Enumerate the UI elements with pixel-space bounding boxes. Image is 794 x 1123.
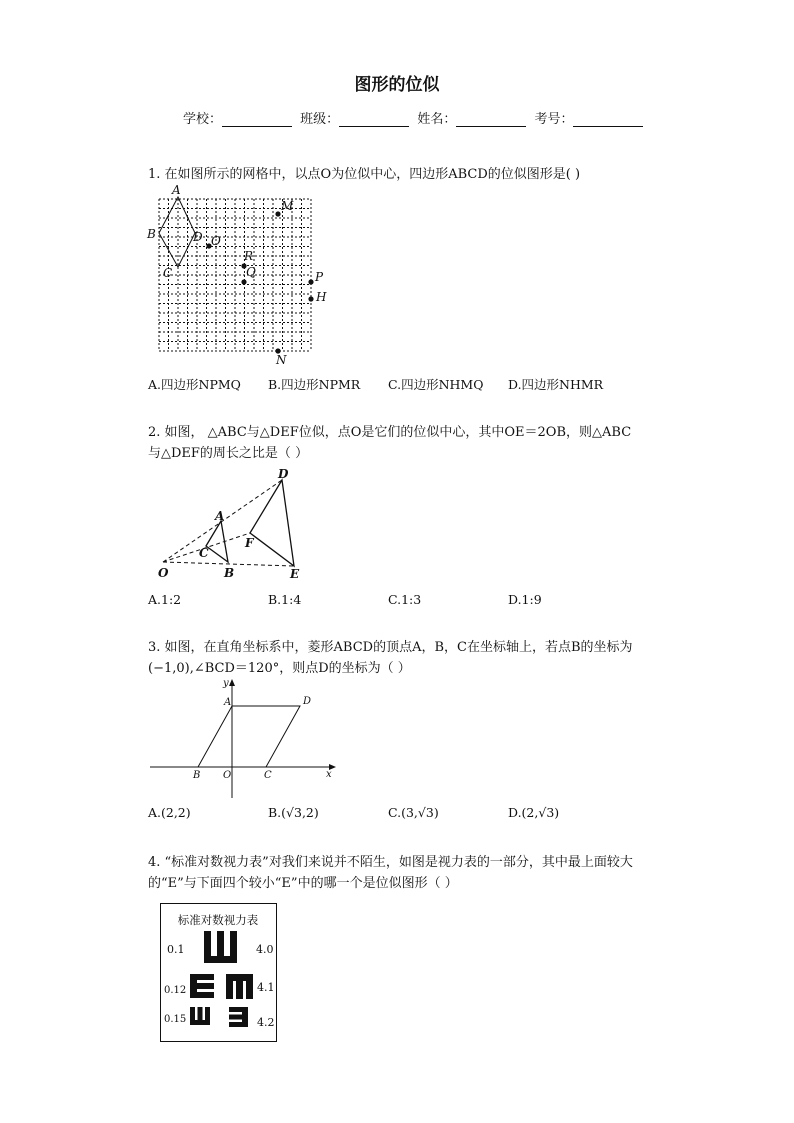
q1-label-d: D — [193, 230, 203, 244]
q4-e-up-row3 — [190, 1007, 210, 1025]
q4-e-down-row2 — [226, 974, 253, 999]
q3-option-d[interactable]: D.(2,√3) — [508, 805, 560, 820]
q1-grid-lines — [159, 199, 311, 351]
q3-coordinate-figure — [145, 673, 345, 803]
q4-stem-line1: 4. “标准对数视力表”对我们来说并不陌生，如图是视力表的一部分，其中最上面较大 — [148, 855, 633, 870]
q2-option-b[interactable]: B.1:4 — [268, 592, 302, 607]
q2-triangle-abc — [206, 521, 228, 562]
q4-row3-right: 4.2 — [257, 1016, 275, 1029]
q2-label-c: C — [199, 546, 209, 560]
q2-triangle-def — [250, 480, 294, 566]
q4-row2-left: 0.12 — [164, 985, 187, 996]
q2-label-f: F — [245, 536, 254, 550]
q4-stem-line2: 的“E”与下面四个较小“E”中的哪一个是位似图形（ ） — [148, 876, 458, 891]
q1-label-c: C — [163, 266, 173, 280]
q2-stem-line1: 2. 如图， △ABC与△DEF位似，点O是它们的位似中心，其中OE＝2OB，则△ABC — [148, 425, 632, 440]
q1-label-m: M — [281, 199, 294, 213]
q4-e-right-row2 — [190, 974, 214, 998]
q3-label-o: O — [223, 770, 232, 781]
q4-row1-left: 0.1 — [167, 943, 185, 956]
school-label: 学校： — [183, 112, 223, 127]
q4-row1-right: 4.0 — [256, 943, 274, 956]
q3-option-b[interactable]: B.(√3,2) — [268, 805, 319, 820]
q2-label-b: B — [224, 566, 235, 580]
q1-option-b[interactable]: B.四边形NPMR — [268, 377, 361, 392]
q3-label-c: C — [264, 770, 272, 781]
school-blank[interactable] — [222, 112, 292, 127]
name-blank[interactable] — [456, 112, 526, 127]
q3-label-d: D — [303, 696, 312, 707]
q1-label-p: P — [315, 270, 324, 284]
q3-option-a[interactable]: A.(2,2) — [148, 805, 191, 820]
exam-number-label: 考号： — [534, 112, 574, 127]
q3-stem-line2: (−1,0),∠BCD＝120°，则点D的坐标为（ ） — [148, 661, 411, 676]
q2-similar-triangles-figure — [145, 462, 320, 587]
q1-label-o: O — [211, 234, 221, 248]
q3-y-axis-arrow — [229, 679, 235, 686]
q4-row2-right: 4.1 — [257, 981, 275, 994]
student-info-line — [183, 108, 647, 127]
page-title: 图形的位似 — [354, 75, 440, 95]
q1-label-h: H — [316, 290, 327, 304]
q3-stem-line1: 3. 如图，在直角坐标系中，菱形ABCD的顶点A，B，C在坐标轴上，若点B的坐标为 — [148, 640, 633, 655]
q3-label-x: x — [326, 769, 332, 780]
q2-label-o: O — [158, 566, 169, 580]
q3-label-b: B — [193, 770, 201, 781]
class-label: 班级： — [300, 112, 340, 127]
q3-label-a: A — [224, 697, 232, 708]
q1-label-r: R — [244, 249, 254, 263]
q2-label-d: D — [278, 467, 289, 481]
q2-option-c[interactable]: C.1:3 — [388, 592, 422, 607]
q2-stem-line2: 与△DEF的周长之比是（ ） — [148, 446, 309, 461]
name-label: 姓名： — [417, 112, 457, 127]
q3-rhombus-abcd — [198, 706, 300, 767]
q4-eye-chart-figure — [155, 898, 285, 1048]
q3-option-c[interactable]: C.(3,√3) — [388, 805, 439, 820]
q2-label-a: A — [215, 509, 225, 523]
q1-label-a: A — [172, 183, 181, 197]
class-blank[interactable] — [339, 112, 409, 127]
q1-option-c[interactable]: C.四边形NHMQ — [388, 377, 484, 392]
q4-row3-left: 0.15 — [164, 1014, 187, 1025]
q2-option-d[interactable]: D.1:9 — [508, 592, 542, 607]
q1-option-d[interactable]: D.四边形NHMR — [508, 377, 604, 392]
q4-e-left-row3 — [229, 1007, 248, 1027]
q4-chart-title: 标准对数视力表 — [177, 913, 259, 927]
q2-option-a[interactable]: A.1:2 — [148, 592, 182, 607]
q1-label-q: Q — [246, 265, 256, 279]
q1-grid-figure — [140, 180, 340, 370]
q1-label-b: B — [147, 227, 156, 241]
q3-label-y: y — [223, 678, 229, 689]
q4-large-e-up — [204, 931, 237, 963]
q2-label-e: E — [290, 567, 300, 581]
q1-option-a[interactable]: A.四边形NPMQ — [148, 377, 241, 392]
q1-stem: 1. 在如图所示的网格中，以点O为位似中心，四边形ABCD的位似图形是( ) — [148, 167, 581, 182]
exam-number-blank[interactable] — [573, 112, 643, 127]
q1-label-n: N — [276, 353, 287, 367]
